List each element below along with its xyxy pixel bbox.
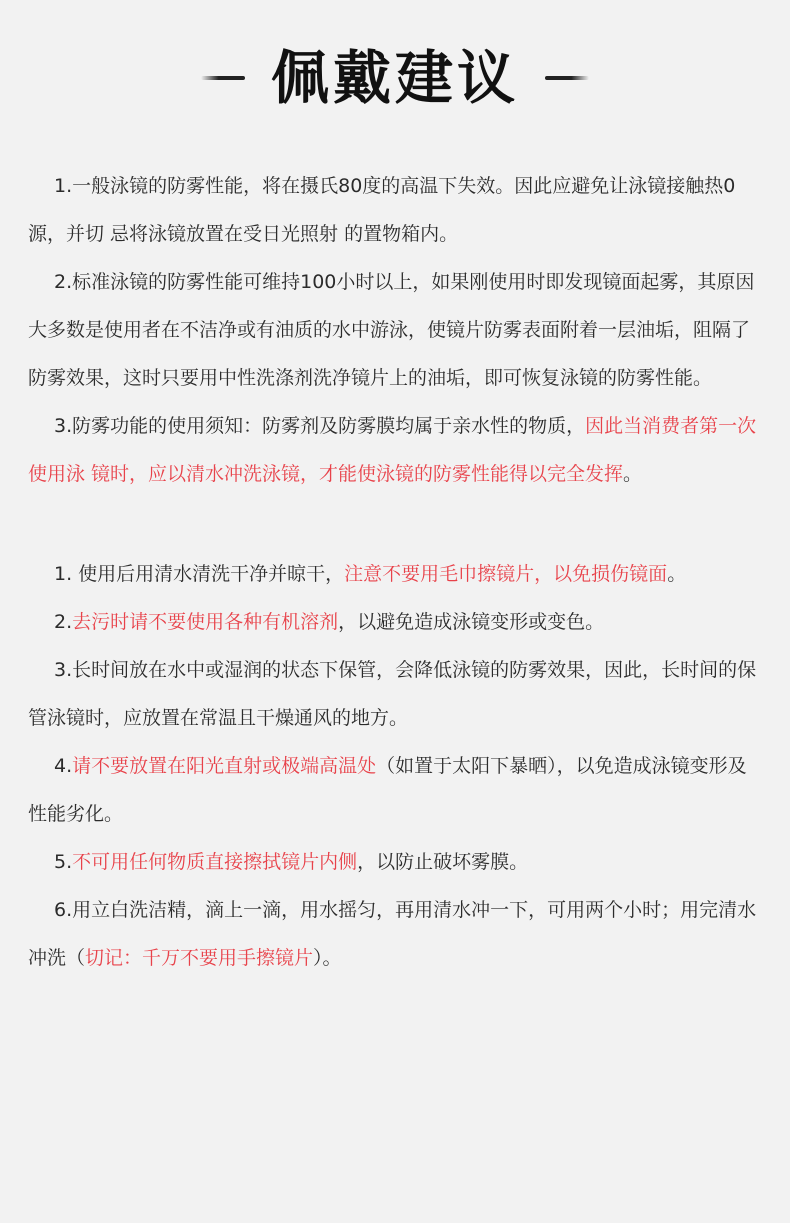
care-item-6-highlight: 切记：千万不要用手擦镜片 [85, 947, 314, 969]
paragraph-3-highlight: 因此当消费者第一次使用泳 镜时，应以清水冲洗泳镜，才能使泳镜的防雾性能得以完全发挥 [28, 415, 757, 485]
paragraph-2: 2.标准泳镜的防雾性能可维持100小时以上，如果刚使用时即发现镜面起雾，其原因大多数是使用者在不洁净或有油质的水中游泳，使镜片防雾表面附着一层油垢，阻隔了防雾效果，这时只要用中性洗涤剂洗净镜片上的油垢，即可恢复泳镜的防雾性能。 [28, 271, 755, 389]
care-item-2 [28, 598, 763, 646]
care-item-5-prefix: 5. [54, 851, 73, 873]
paragraph-3-end: 。 [623, 463, 643, 485]
care-item-5-highlight: 不可用任何物质直接擦拭镜片内侧 [72, 851, 358, 873]
care-item-5 [28, 838, 763, 886]
care-item-2-highlight: 去污时请不要使用各种有机溶剂 [72, 611, 339, 633]
care-item-5-text: ，以防止破坏雾膜。 [357, 851, 529, 873]
care-item-1 [28, 550, 763, 598]
care-item-2-text: ，以避免造成泳镜变形或变色。 [338, 611, 605, 633]
paragraph-1: 1.一般泳镜的防雾性能，将在摄氏80度的高温下失效。因此应避免让泳镜接触热0源，并切 忌将泳镜放置在受日光照射 的置物箱内。 [28, 175, 736, 245]
title-dash-right [545, 76, 589, 80]
care-item-2-prefix: 2. [54, 611, 73, 633]
care-item-6-text: 6.用立白洗洁精，滴上一滴，用水摇匀，再用清水冲一下，可用两个小时；用完清水冲洗（ [28, 899, 757, 969]
content [28, 162, 763, 982]
care-item-1-highlight: 注意不要用毛巾擦镜片，以免损伤镜面 [344, 563, 668, 585]
section-gap [28, 498, 763, 550]
care-item-1-text: 1. 使用后用清水清洗干净并晾干， [54, 563, 345, 585]
paragraph-3-text: 3.防雾功能的使用须知：防雾剂及防雾膜均属于亲水性的物质， [54, 415, 586, 437]
page-title: 佩戴建议 [270, 44, 519, 112]
title-row [0, 38, 790, 118]
care-item-4-text: （如置于太阳下暴晒），以免造成泳镜变形及性能劣化。 [28, 755, 747, 825]
care-item-6 [28, 886, 763, 982]
care-item-4-prefix: 4. [54, 755, 73, 777]
paragraph-3 [28, 402, 763, 498]
care-item-3: 3.长时间放在水中或湿润的状态下保管，会降低泳镜的防雾效果，因此，长时间的保管泳镜时，应放置在常温且干燥通风的地方。 [28, 659, 757, 729]
care-item-4-highlight: 请不要放置在阳光直射或极端高温处 [72, 755, 377, 777]
care-item-1-end: 。 [667, 563, 687, 585]
care-item-6-end: ）。 [313, 947, 342, 969]
title-dash-left [201, 76, 245, 80]
care-item-4 [28, 742, 763, 838]
